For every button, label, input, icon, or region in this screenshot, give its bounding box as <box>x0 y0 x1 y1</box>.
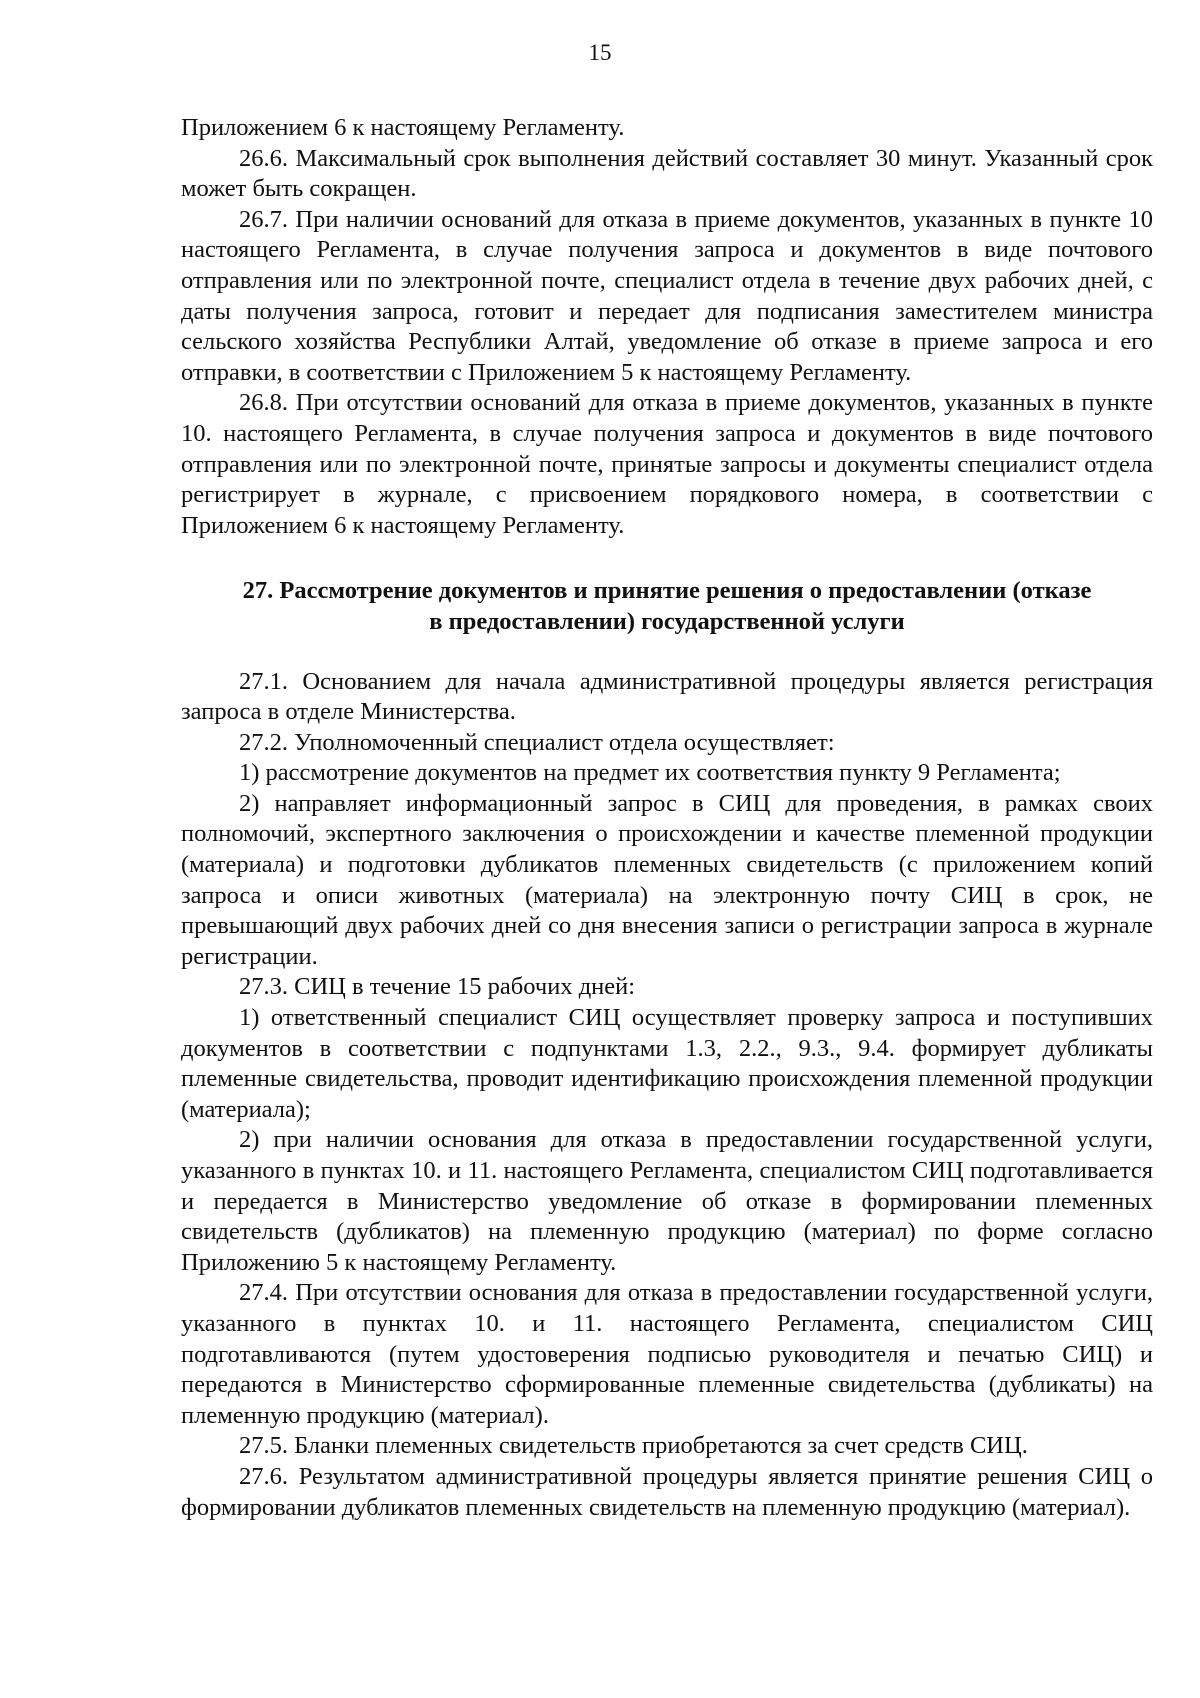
section-heading-27 <box>181 576 1153 637</box>
document-body <box>181 113 1153 1523</box>
paragraph-27-2: 27.2. Уполномоченный специалист отдела осуществляет: <box>239 728 835 756</box>
page-number: 15 <box>588 40 612 65</box>
paragraph-27-5: 27.5. Бланки племенных свидетельств приобретаются за счет средств СИЦ. <box>239 1432 1028 1460</box>
paragraph-27-3: 27.3. СИЦ в течение 15 рабочих дней: <box>239 973 636 1001</box>
section-heading-line-2: в предоставлении) государственной услуги <box>429 607 905 635</box>
paragraph-27-2-item-2: 2) направляет информационный запрос в СИЦ для проведения, в рамках своих полномочий, экспертного заключения о происхождении и качестве племенной продукции (материала) и подготовки дубликатов племенных свидетельств (с приложением копий запроса и описи животных (материала) на электронную почту СИЦ в срок, не превышающий двух рабочих дней со дня внесения записи о регистрации запроса в журнале регистрации. <box>181 789 1153 970</box>
paragraph-appendix-ref: Приложением 6 к настоящему Регламенту. <box>181 114 625 141</box>
paragraph-27-6: 27.6. Результатом административной процедуры является принятие решения СИЦ о формировании дубликатов племенных свидетельств на племенную продукцию (материал). <box>181 1462 1153 1521</box>
paragraph-27-2-item-1: 1) рассмотрение документов на предмет их соответствия пункту 9 Регламента; <box>239 759 1061 787</box>
paragraph-27-1: 27.1. Основанием для начала административной процедуры является регистрация запроса в отделе Министерства. <box>181 667 1153 726</box>
paragraph-27-3-item-1: 1) ответственный специалист СИЦ осуществляет проверку запроса и поступивших документов в соответствии с подпунктами 1.3, 2.2., 9.3., 9.4. формирует дубликаты племенные свидетельства, проводит идентификацию происхождения племенной продукции (материала); <box>181 1004 1153 1123</box>
paragraph-26-7: 26.7. При наличии оснований для отказа в приеме документов, указанных в пункте 10 настоящего Регламента, в случае получения запроса и документов в виде почтового отправления или по электронной почте, специалист отдела в течение двух рабочих дней, с даты получения запроса, готовит и передает для подписания заместителем министра сельского хозяйства Республики Алтай, уведомление об отказе в приеме запроса и его отправки, в соответствии с Приложением 5 к настоящему Регламенту. <box>181 205 1153 386</box>
paragraph-27-4: 27.4. При отсутствии основания для отказа в предоставлении государственной услуги, указанного в пунктах 10. и 11. настоящего Регламента, специалистом СИЦ подготавливаются (путем удостоверения подписью руководителя и печатью СИЦ) и передаются в Министерство сформированные племенные свидетельства (дубликаты) на племенную продукцию (материал). <box>181 1279 1153 1429</box>
paragraph-27-3-item-2: 2) при наличии основания для отказа в предоставлении государственной услуги, указанного в пунктах 10. и 11. настоящего Регламента, специалистом СИЦ подготавливается и передается в Министерство уведомление об отказе в формировании племенных свидетельств (дубликатов) на племенную продукцию (материал) по форме согласно Приложению 5 к настоящему Регламенту. <box>181 1126 1153 1276</box>
paragraph-26-8: 26.8. При отсутствии оснований для отказа в приеме документов, указанных в пункте 10. настоящего Регламента, в случае получения запроса и документов в виде почтового отправления или по электронной почте, принятые запросы и документы специалист отдела регистрирует в журнале, с присвоением порядкового номера, в соответствии с Приложением 6 к настоящему Регламенту. <box>181 389 1153 539</box>
section-heading-line-1: 27. Рассмотрение документов и принятие решения о предоставлении (отказе <box>242 577 1092 605</box>
paragraph-26-6: 26.6. Максимальный срок выполнения действий составляет 30 минут. Указанный срок может быть сокращен. <box>181 144 1153 203</box>
